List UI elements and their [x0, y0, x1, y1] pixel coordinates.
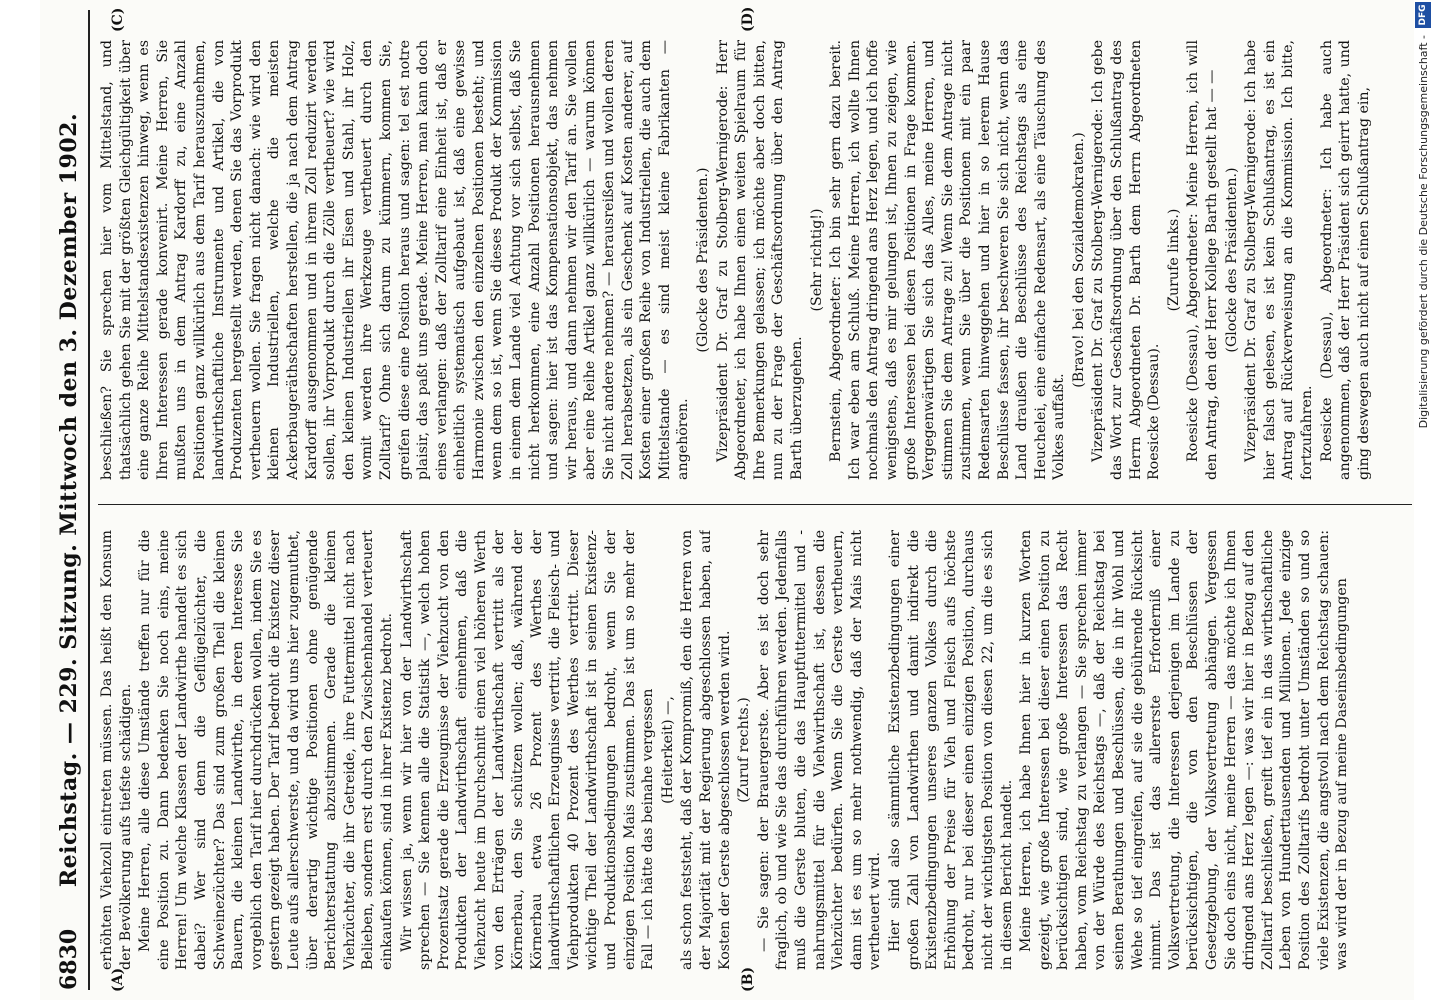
right-para-5: Roesicke (Dessau), Abgeordneter: Meine Herren, ich will den Antrag, den der Herr Kollege Barth gestellt hat — — [1185, 40, 1221, 480]
right-interjection-1: (Glocke des Präsidenten.) [695, 167, 711, 353]
left-column [98, 530, 1412, 970]
right-interjection-3: (Bravo! bei den Sozialdemokraten.) [1070, 132, 1087, 388]
marker-d: (D) [740, 6, 756, 32]
column-divider [98, 504, 1412, 505]
left-interjection-1: (Heiterkeit) —, [659, 696, 676, 804]
left-para-3: Wir wissen ja, wenn wir hier von der Landwirthschaft sprechen — Sie kennen alle die Statistik —, welch hohen Prozentsatz gerade die Erzeugnisse der Viehzucht von den Produkten der Landwirthschaft einnehmen, daß die Viehzucht heute im Durchschnitt einen viel höheren Werth von den Erträgen der Landwirthschaft vertritt als der Körnerbau, den Sie schützen wollen; daß, während der Körnerbau etwa 26 Prozent des Werthes der landwirthschaftlichen Erzeugnisse vertritt, die Fleisch- und Viehprodukten 40 Prozent des Werthes vertritt. Dieser wichtige Theil der Landwirthschaft ist in seinen Existenz- und Produktionsbedingungen bedroht, wenn Sie der einzigen Position Mais zustimmen. Das ist um so mehr der Fall — ich hätte das beinahe vergessen [398, 530, 657, 970]
page-header [52, 10, 90, 990]
right-para-1: beschließen? Sie sprechen hier vom Mittelstand, und thatsächlich gehen Sie mit der größten Gleichgültigkeit über eine ganze Reihe Mittelstandsexistenzen hinweg, wenn es Ihren Interessen gerade konvenirt. Meine Herren, Sie mußten uns in dem Antrag Kardorff zu, eine Anzahl Positionen ganz willkürlich aus dem Tarif herauszunehmen, landwirthschaftliche Instrumente und Artikel, die von Produzenten hergestellt werden, denen Sie das Vorprodukt vertheuern wollen. Sie fragen nicht danach: wie wird den kleinen Industriellen, welche die meisten Ackerbaugeräthschaften herstellen, die ja nach dem Antrag Kardorff ausgenommen und in ihrem Zoll reduzirt werden sollen, ihr Vorprodukt durch die Zölle vertheuert? wie wird den kleinen Industriellen ihr Eisen und Stahl, ihr Holz, womit werden ihre Werkzeuge vertheuert durch den Zolltarif? Ohne sich darum zu kümmern, kommen Sie, greifen diese eine Position heraus und sagen: tel est notre plaisir, das paßt uns gerade. Meine Herren, man kann doch eines verlangen: daß der Zolltarif eine Einheit ist, daß er einheitlich systematisch aufgebaut ist, daß eine gewisse Harmonie zwischen den einzelnen Positionen besteht; und wenn dem so ist, wenn Sie dieses Produkt der Kommission in einem dem Lande viel Achtung vor sich selbst, daß Sie nicht herkommen, eine Anzahl Positionen herausnehmen und sagen: hier ist das Kompensationsobjekt, das nehmen wir heraus, und dann nehmen wir den Tarif an. Sie wollen aber eine Reihe Artikel ganz willkürlich — warum können Sie nicht andere nehmen? — herausreißen und wollen deren Zoll herabsetzen, als ein Geschenk auf Kosten anderer, auf Kosten einer großen Reihe von Industriellen, die auch dem Mittelstande — es sind meist kleine Fabrikanten — angehören. [99, 40, 692, 480]
right-interjection-5: (Glocke des Präsidenten.) [1223, 167, 1240, 353]
session-title: Reichstag. — 229. Sitzung. Mittwoch den 3. Dezember 1902. [56, 112, 82, 888]
dfg-logo: DFG [1415, 2, 1431, 28]
left-para-4: als schon feststeht, daß der Kompromiß, den die Herren von der Majorität mit der Regierung abgeschlossen haben, auf Kosten der Gerste abgeschlossen werden wird. [679, 530, 733, 970]
funding-credit: Digitalisierung gefördert durch die Deutsche Forschungsgemeinschaft - [1417, 35, 1430, 429]
rotated-page [40, 0, 1420, 1000]
right-para-7: Roesicke (Dessau), Abgeordneter: Ich habe auch angenommen, daß der Herr Präsident sich geirrt hatte, und ging deswegen auch nicht auf einen Schlußantrag ein, [1318, 40, 1372, 480]
left-para-2: Meine Herren, alle diese Umstände treffen nur für die eine Position zu. Dann bedenken Sie noch eins, meine Herren! Um welche Klassen der Landwirthe handelt es sich dabei? Wer sind denn die Geflügelzüchter, die Schweinezüchter? Das sind zum großen Theil die kleinen Bauern, die kleinen Landwirthe, in deren Interesse Sie vorgeblich den Tarif hier durchdrücken wollen, indem Sie es gestern gezeigt haben. Der Tarif bedroht die Existenz dieser Leute aufs allerschwerste, und da wird uns hier zugemuthet, über derartig wichtige Positionen ohne genügende Berichterstattung abzustimmen. Gerade die kleinen Viehzüchter, die ihr Getreide, ihre Futtermittel nicht nach Belieben, sondern erst durch den Zwischenhandel verteuert einkaufen können, sind in ihrer Existenz bedroht. [137, 530, 395, 970]
marker-a: (A) [110, 967, 126, 992]
right-para-6: Vizepräsident Dr. Graf zu Stolberg-Wernigerode: Ich habe hier falsch gelesen, es ist kein Schlußantrag, es ist ein Antrag auf Rückverweisung an die Kommission. Ich bitte, fortzufahren. [1243, 40, 1315, 480]
left-para-5: — Sie sagen: der Brauergerste. Aber es ist doch sehr fraglich, ob und wie Sie das durchführen werden. Jedenfalls muß die Gerste bluten, die das Hauptfuttermittel und -nahrungsmittel für die Viehwirthschaft ist, dessen die Viehzüchter bedürfen. Wenn Sie die Gerste vertheuern, dann ist es um so mehr nothwendig, daß der Mais nicht vertheuert wird. [755, 530, 884, 970]
left-para-1: erhöhten Viehzoll eintreten müssen. Das heißt den Konsum der Bevölkerung aufs tiefste schädigen. [99, 530, 134, 970]
left-para-7: Meine Herren, ich habe Ihnen hier in kurzen Worten gezeigt, wie große Interessen bei dieser einen Position zu berücksichtigen sind, wie große Interessen das Recht haben, vom Reichstag zu verlangen — Sie sprechen immer von der Würde des Reichstags —, daß der Reichstag bei seinen Berathungen und Beschlüssen, die in ihr Wohl und Wehe so tief eingreifen, auf sie die gebührende Rücksicht nimmt. Das ist das allererste Erforderniß einer Volksvertretung, die Interessen derjenigen im Lande zu berücksichtigen, die von den Beschlüssen der Gesetzgebung, der Volksvertretung abhängen. Vergessen Sie doch eins nicht, meine Herren — das möchte ich Ihnen dringend ans Herz legen —: was wir hier in Bezug auf den Zolltarif beschließen, greift tief ein in das wirthschaftliche Leben von Hunderttausenden und Millionen. Jede einzige Position des Zolltarifs bedroht unter Umständen so und so viele Existenzen, die angstvoll nach dem Reichstag schauen: was wird der in Bezug auf meine Daseinsbedingungen [1018, 530, 1351, 970]
right-para-3: Bernstein, Abgeordneter: Ich bin sehr gern dazu bereit. Ich war eben am Schluß. Meine Herren, ich wollte Ihnen nochmals den Antrag dringend ans Herz legen, und ich hoffe wenigstens, daß es mir gelungen ist, Ihnen zu zeigen, wie große Interessen bei diesen Positionen in Frage kommen. Vergegenwärtigen Sie sich das Alles, meine Herren, und stimmen Sie dem Antrage zu! Wenn Sie dem Antrage nicht zustimmen, wenn Sie über die Positionen mit ein paar Redensarten hinweggehen und hier in so leerem Hause Beschlüsse fassen, ihr beschweren Sie sich nicht, wenn das Land draußen die Beschlüsse des Reichstags als eine Heuchelei, eine einfache Redensart, als eine Täuschung des Volkes auffaßt. [828, 40, 1068, 480]
right-interjection-2: (Sehr richtig!) [808, 208, 825, 312]
digitization-sidebar [1414, 0, 1434, 1000]
right-para-2: Vizepräsident Dr. Graf zu Stolberg-Wernigerode: Herr Abgeordneter, ich habe Ihnen einen weiten Spielraum für Ihre Bemerkungen gelassen; ich möchte aber doch bitten, nun zu der Frage der Geschäftsordnung über den Antrag Barth überzugehen. [714, 40, 805, 480]
marker-b: (B) [740, 966, 756, 992]
right-interjection-4: (Zurufe links.) [1165, 208, 1182, 312]
page-number: 6830 [56, 928, 82, 990]
marker-c: (C) [110, 7, 126, 32]
left-interjection-2: (Zuruf rechts.) [736, 697, 753, 803]
left-para-6: Hier sind also sämmtliche Existenzbedingungen einer großen Zahl von Landwirthen und damit indirekt die Existenzbedingungen unseres ganzen Volkes durch die Erhöhung der Preise für Vieh und Fleisch aufs höchste bedroht, nur bei dieser einen einzigen Position, durchaus nicht der wichtigsten Position von diesen 22, um die es sich in diesem Bericht handelt. [886, 530, 1015, 970]
right-column [98, 40, 1412, 480]
right-para-4: Vizepräsident Dr. Graf zu Stolberg-Wernigerode: Ich gebe das Wort zur Geschäftsordnung über den Schlußantrag des Herrn Abgeordneten Dr. Barth dem Herrn Abgeordneten Roesicke (Dessau). [1090, 40, 1163, 480]
